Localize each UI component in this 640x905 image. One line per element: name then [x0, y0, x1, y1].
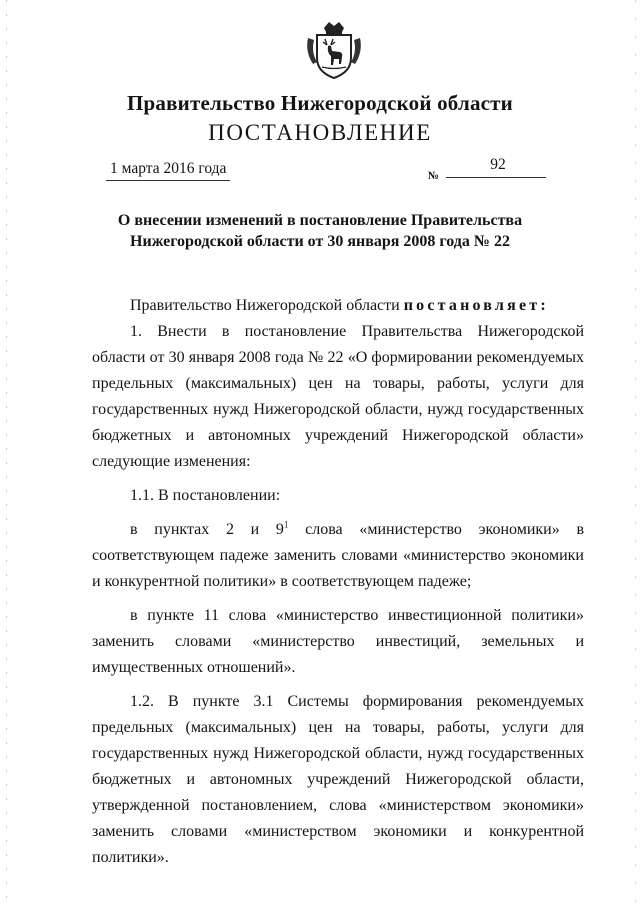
preamble-paragraph — [92, 293, 584, 319]
document-body — [92, 293, 584, 871]
preamble-text: Правительство Нижегородской области — [130, 297, 400, 314]
paragraph-1-2: 1.2. В пункте 3.1 Системы формирования рекомендуемых предельных (максимальных) цен на товары, работы, услуги для государственных нужд Нижегородской области, нужд государственных бюджетных и автономных учреждений Нижегородской области, утвержденной постановлением, слова «министерством экономики» заменить словами «министерством экономики и конкурентной политики». — [92, 693, 584, 866]
date-underline — [106, 180, 230, 181]
government-title: Правительство Нижегородской области — [127, 91, 513, 115]
document-date: 1 марта 2016 года — [110, 160, 227, 177]
document-type: ПОСТАНОВЛЕНИЕ — [208, 120, 432, 145]
number-underline — [446, 177, 546, 178]
subject-line-2: Нижегородской области от 30 января 2008 года № 22 — [130, 233, 510, 250]
number-sign: № — [428, 170, 440, 182]
document-number: 92 — [490, 156, 506, 173]
preamble-verb: постановляет: — [403, 297, 549, 314]
paragraph-1: 1. Внести в постановление Правительства Нижегородской области от 30 января 2008 года № 22 «О формировании рекомендуемых предельных (максимальных) цен на товары, работы, услуги для государственных нужд Нижегородской области, нужд государственных бюджетных и автономных учреждений Нижегородской области» следующие изменения: — [92, 323, 584, 470]
paragraph-1-1: 1.1. В постановлении: — [130, 487, 281, 504]
paragraph-1-1-a — [92, 517, 584, 595]
coat-of-arms-emblem — [303, 18, 365, 80]
document-subject — [60, 210, 580, 252]
paragraph-1-1-a-end: слова «министерство экономики» в соответствующем падеже заменить словами «министерство экономики и конкурентной политики» в соответствующем падеже; — [92, 521, 584, 590]
superscript-index: 1 — [283, 519, 289, 530]
paragraph-1-1-a-start: в пунктах 2 и 9 — [130, 521, 284, 538]
paragraph-1-1-b: в пункте 11 слова «министерство инвестиционной политики» заменить словами «министерство инвестиций, земельных и имущественных отношений». — [92, 607, 584, 676]
subject-line-1: О внесении изменений в постановление Правительства — [117, 212, 523, 229]
